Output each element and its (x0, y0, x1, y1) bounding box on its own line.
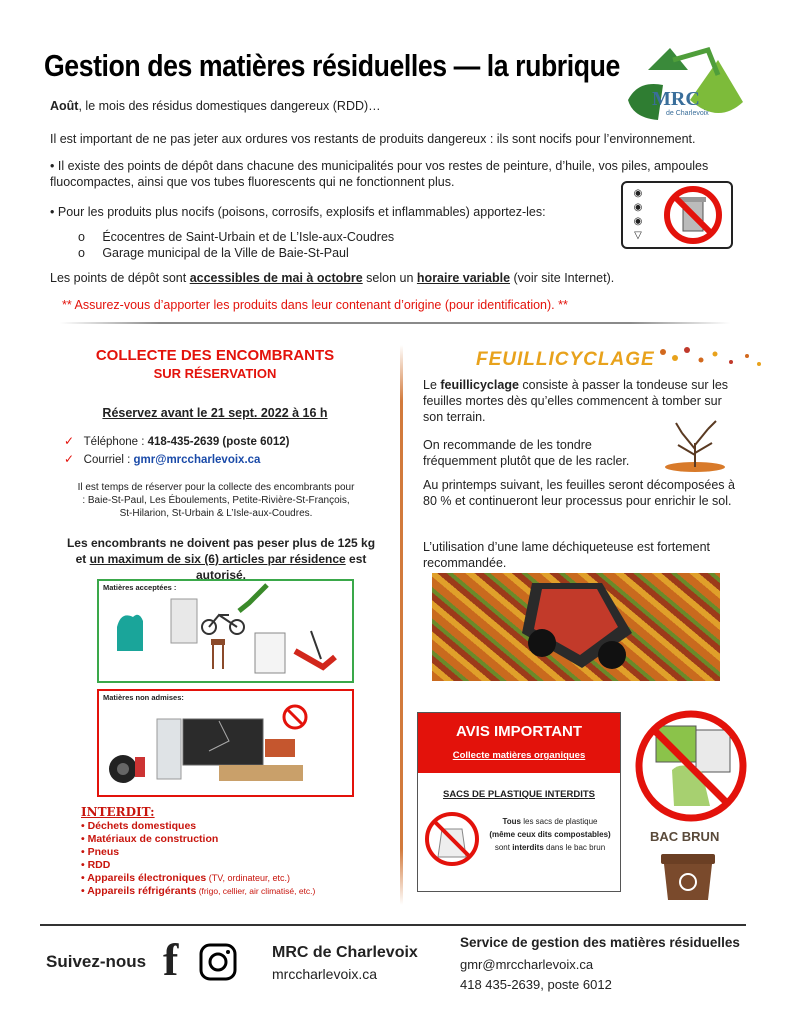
phone-line (64, 434, 290, 448)
points-c: selon un (362, 271, 417, 285)
footer-divider (40, 924, 746, 926)
bullet-2: • Pour les produits plus nocifs (poisons, corrosifs, explosifs et inflammables) apportez-les: (50, 205, 546, 219)
feuillicyclage-p2: On recommande de les tondre fréquemment plutôt que de les racler. (423, 438, 630, 468)
feuillicyclage-p4: L’utilisation d’une lame déchiqueteuse est fortement recommandée. (423, 540, 710, 570)
tree-icon (660, 415, 730, 473)
p1-c: consiste à passer la tondeuse sur les feuilles mortes dès qu’elles commencent à tomber sur son terrain. (423, 378, 729, 424)
checkmark-icon: ✓ (64, 434, 75, 448)
lawnmower-leaves-image (432, 573, 720, 681)
logo-subtext: de Charlevoix (666, 110, 709, 117)
phone-number: 418-435-2639 (poste 6012) (147, 436, 290, 448)
p1-b: feuillicyclage (440, 378, 519, 392)
follow-us-text: Suivez-nous (46, 952, 147, 971)
collection-note: Il est temps de réserver pour la collecte des encombrants pour : Baie-St-Paul, Les Éboulements, Petite-Rivière-St-François, St-Hilarion, St-Urbain & L’Isle-aux-Coudres. (77, 482, 355, 519)
email-label: Courriel : (83, 454, 134, 466)
avis-header (418, 713, 620, 773)
no-compostable-bags-icon (632, 710, 750, 822)
reminder-text: ** Assurez-vous d’apporter les produits dans leur contenant d’origine (pour identification). ** (62, 298, 568, 312)
bullet-1: • Il existe des points de dépôt dans chacune des municipalités pour vos restes de peinture, d’huile, vos piles, ampoules fluocompactes, ainsi que vos tubes fluorescents qui ne fonctionnent plus. (50, 159, 709, 189)
month-line (50, 98, 381, 114)
month-rest: , le mois des résidus domestiques dangereux (RDD)… (78, 99, 381, 113)
page-title: Gestion des matières résiduelles — la rubrique (44, 48, 620, 83)
weight-b: un maximum de six (6) articles par résidence (89, 552, 346, 566)
brown-bin-icon (657, 850, 719, 902)
accepted-label: Matières acceptées : (103, 583, 177, 592)
bac-brun-label: BAC BRUN (650, 829, 720, 844)
bullet-1-text: Il existe des points de dépôt dans chacune des municipalités pour vos restes de peinture, d’huile, vos piles, ampoules fluocompactes, ainsi que vos tubes fluorescents qui ne fonctionnent plus. (50, 159, 709, 189)
email-line (64, 452, 260, 466)
feuillicyclage-title: FEUILLICYCLAGE (476, 349, 655, 370)
avis-body (482, 815, 618, 854)
p1-a: Le (423, 378, 441, 392)
interdit-list (81, 820, 315, 898)
rejected-label: Matières non admises: (103, 693, 184, 702)
interdit-item: • Matériaux de construction (81, 833, 315, 846)
avis-l2: (même ceux dits compostables) (489, 830, 611, 839)
hazard-icon-box (621, 181, 733, 249)
points-e: (voir site Internet). (510, 271, 615, 285)
footer-email[interactable]: gmr@mrccharlevoix.ca (460, 957, 594, 972)
weight-rule (60, 535, 382, 583)
rejected-items-icon (99, 691, 352, 795)
accepted-items-icon (99, 581, 352, 681)
avis-l3c: dans le bac brun (543, 843, 606, 852)
interdit-item: • Pneus (81, 846, 315, 859)
weight-a: Les encombrants ne doivent pas peser plus de 125 kg et (66, 536, 376, 566)
falling-leaves-icon (655, 342, 765, 372)
avis-l3b: interdits (512, 843, 544, 852)
avis-title: AVIS IMPORTANT (455, 723, 583, 740)
website-link[interactable]: mrccharlevoix.ca (272, 966, 378, 982)
top-divider (60, 322, 730, 324)
column-divider (400, 345, 403, 905)
mrc-logo (618, 40, 748, 128)
phone-label: Téléphone : (83, 436, 148, 448)
points-b: accessibles de mai à octobre (189, 271, 363, 285)
footer-phone: 418 435-2639, poste 6012 (460, 977, 612, 992)
avis-subtitle: Collecte matières organiques (452, 750, 586, 761)
avis-heading: SACS DE PLASTIQUE INTERDITS (442, 789, 595, 800)
points-d: horaire variable (416, 271, 511, 285)
no-trash-icon (663, 185, 723, 245)
encombrants-subtitle: SUR RÉSERVATION (153, 366, 277, 381)
logo-text: MRC (652, 88, 700, 110)
facebook-icon[interactable]: f (163, 934, 179, 985)
avis-l1a: Tous (502, 817, 521, 826)
no-plastic-bag-icon (424, 811, 480, 867)
avis-l1b: les sacs de plastique (521, 817, 598, 826)
rejected-materials-box (97, 689, 354, 797)
interdit-item: • Déchets domestiques (81, 820, 315, 833)
email-link[interactable]: gmr@mrccharlevoix.ca (133, 454, 261, 466)
interdit-item: • RDD (81, 859, 315, 872)
service-name: Service de gestion des matières résiduelles (460, 935, 740, 950)
hazard-symbols-icon: ◉ ◉ ◉ ▽ (633, 188, 643, 241)
instagram-icon[interactable] (198, 942, 238, 982)
org-name: MRC de Charlevoix (272, 944, 418, 961)
month-prefix: Août (50, 99, 79, 113)
interdit-item: • Appareils électroniques (TV, ordinateur, etc.) (81, 872, 315, 885)
points-a: Les points de dépôt sont (50, 271, 190, 285)
interdit-title: INTERDIT: (81, 805, 155, 819)
avis-l3a: sont (494, 843, 513, 852)
points-line (50, 270, 614, 286)
avis-important-box (417, 712, 621, 892)
deadline-text: Réservez avant le 21 sept. 2022 à 16 h (102, 406, 328, 420)
bullet-2-text: Pour les produits plus nocifs (poisons, corrosifs, explosifs et inflammables) apportez-les: (57, 205, 546, 219)
sub-item-1-text: Écocentres de Saint-Urbain et de L’Isle-aux-Coudres (102, 230, 395, 244)
warning-text: Il est important de ne pas jeter aux ordures vos restants de produits dangereux : ils sont nocifs pour l’environnement. (50, 132, 696, 146)
feuillicyclage-p3: Au printemps suivant, les feuilles seront décomposées à 80 % et continueront leur processus pour enrichir le sol. (423, 478, 735, 508)
sub-item-2: o Garage municipal de la Ville de Baie-St-Paul (78, 246, 349, 260)
checkmark-icon: ✓ (64, 452, 75, 466)
sub-item-1: o Écocentres de Saint-Urbain et de L’Isle-aux-Coudres (78, 230, 395, 244)
encombrants-title: COLLECTE DES ENCOMBRANTS (95, 347, 335, 364)
sub-item-2-text: Garage municipal de la Ville de Baie-St-Paul (102, 246, 349, 260)
weight-c: est autorisé. (195, 552, 367, 582)
lawnmower-icon (432, 573, 720, 681)
interdit-item: • Appareils réfrigérants (frigo, cellier, air climatisé, etc.) (81, 885, 315, 898)
accepted-materials-box (97, 579, 354, 683)
